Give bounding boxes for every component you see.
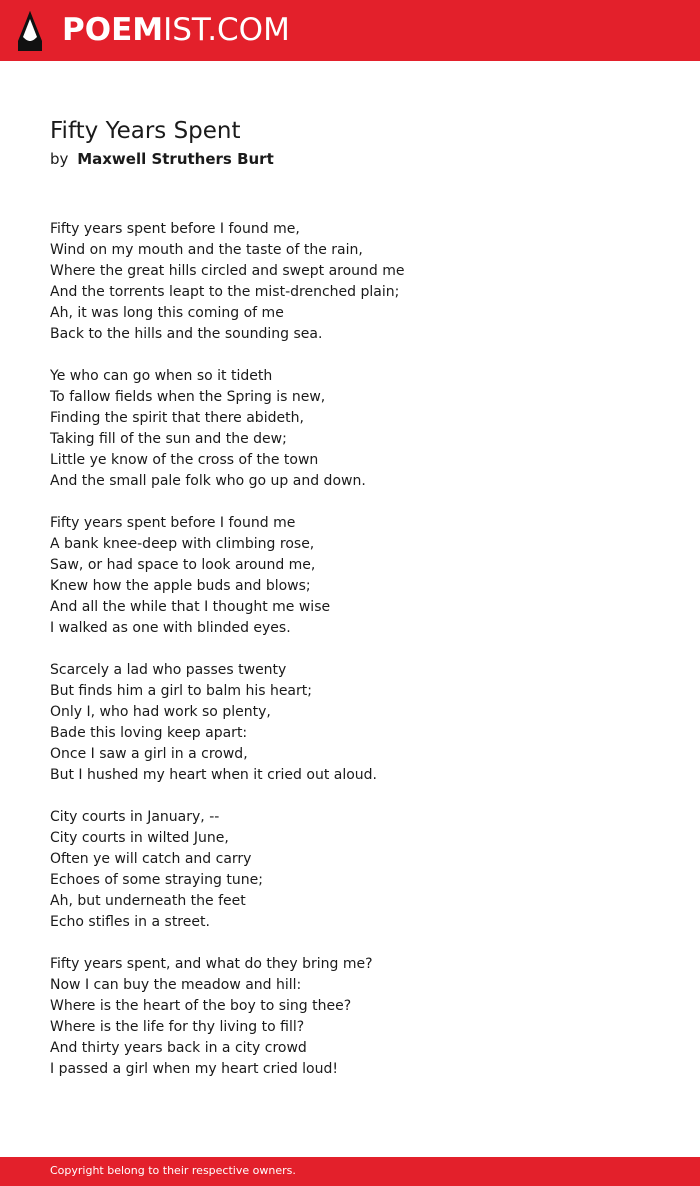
poem-line: But finds him a girl to balm his heart;: [50, 683, 312, 699]
poem-line: City courts in wilted June,: [50, 830, 229, 846]
site-logo[interactable]: [62, 12, 290, 48]
poem-line: Ah, but underneath the feet: [50, 893, 246, 909]
poem-line: A bank knee-deep with climbing rose,: [50, 536, 315, 552]
copyright-notice: Copyright belong to their respective owners.: [50, 1164, 296, 1177]
poem-line: And the small pale folk who go up and down.: [50, 473, 366, 489]
poem-line: Back to the hills and the sounding sea.: [50, 326, 323, 342]
poem-line: But I hushed my heart when it cried out aloud.: [50, 767, 377, 783]
poem-line: Often ye will catch and carry: [50, 851, 252, 867]
poem-line: City courts in January, --: [50, 809, 220, 825]
poem-line: And thirty years back in a city crowd: [50, 1040, 307, 1056]
site-footer: [0, 1157, 700, 1186]
poem-line: Knew how the apple buds and blows;: [50, 578, 311, 594]
poem-line: Where is the heart of the boy to sing thee?: [50, 998, 352, 1014]
poem-line: Saw, or had space to look around me,: [50, 557, 316, 573]
author-name: Maxwell Struthers Burt: [77, 150, 274, 168]
poem-line: Bade this loving keep apart:: [50, 725, 248, 741]
byline: [50, 148, 274, 170]
poem-line: I walked as one with blinded eyes.: [50, 620, 291, 636]
poem-line: Now I can buy the meadow and hill:: [50, 977, 302, 993]
stanza: [50, 366, 650, 492]
poem-line: And all the while that I thought me wise: [50, 599, 331, 615]
poem-line: Fifty years spent before I found me,: [50, 221, 300, 237]
poem-line: Echoes of some straying tune;: [50, 872, 263, 888]
stanza: [50, 513, 650, 639]
poem-line: Ye who can go when so it tideth: [50, 368, 273, 384]
pencil-tip-icon[interactable]: [17, 10, 43, 52]
poem-line: Where is the life for thy living to fill?: [50, 1019, 305, 1035]
poem-line: Wind on my mouth and the taste of the rain,: [50, 242, 363, 258]
poem-line: Fifty years spent, and what do they bring me?: [50, 956, 373, 972]
logo-text-light: IST.COM: [163, 12, 290, 48]
poem-line: Little ye know of the cross of the town: [50, 452, 319, 468]
stanza: [50, 807, 650, 933]
poem-line: Taking fill of the sun and the dew;: [50, 431, 287, 447]
poem-line: Ah, it was long this coming of me: [50, 305, 284, 321]
poem-line: Once I saw a girl in a crowd,: [50, 746, 248, 762]
poem-line: I passed a girl when my heart cried loud!: [50, 1061, 338, 1077]
poem-line: Where the great hills circled and swept around me: [50, 263, 405, 279]
site-header: [0, 0, 700, 61]
poem-body: [50, 219, 650, 1101]
poem-line: Scarcely a lad who passes twenty: [50, 662, 287, 678]
stanza: [50, 954, 650, 1080]
by-label: by: [50, 150, 69, 168]
poem-title: Fifty Years Spent: [50, 118, 241, 144]
poem-line: Finding the spirit that there abideth,: [50, 410, 304, 426]
logo-text-strong: POEM: [62, 12, 164, 48]
poem-line: To fallow fields when the Spring is new,: [50, 389, 326, 405]
stanza: [50, 219, 650, 345]
poem-line: And the torrents leapt to the mist-drenched plain;: [50, 284, 400, 300]
poem-line: Fifty years spent before I found me: [50, 515, 296, 531]
stanza: [50, 660, 650, 786]
poem-line: Only I, who had work so plenty,: [50, 704, 271, 720]
poem-line: Echo stifles in a street.: [50, 914, 210, 930]
